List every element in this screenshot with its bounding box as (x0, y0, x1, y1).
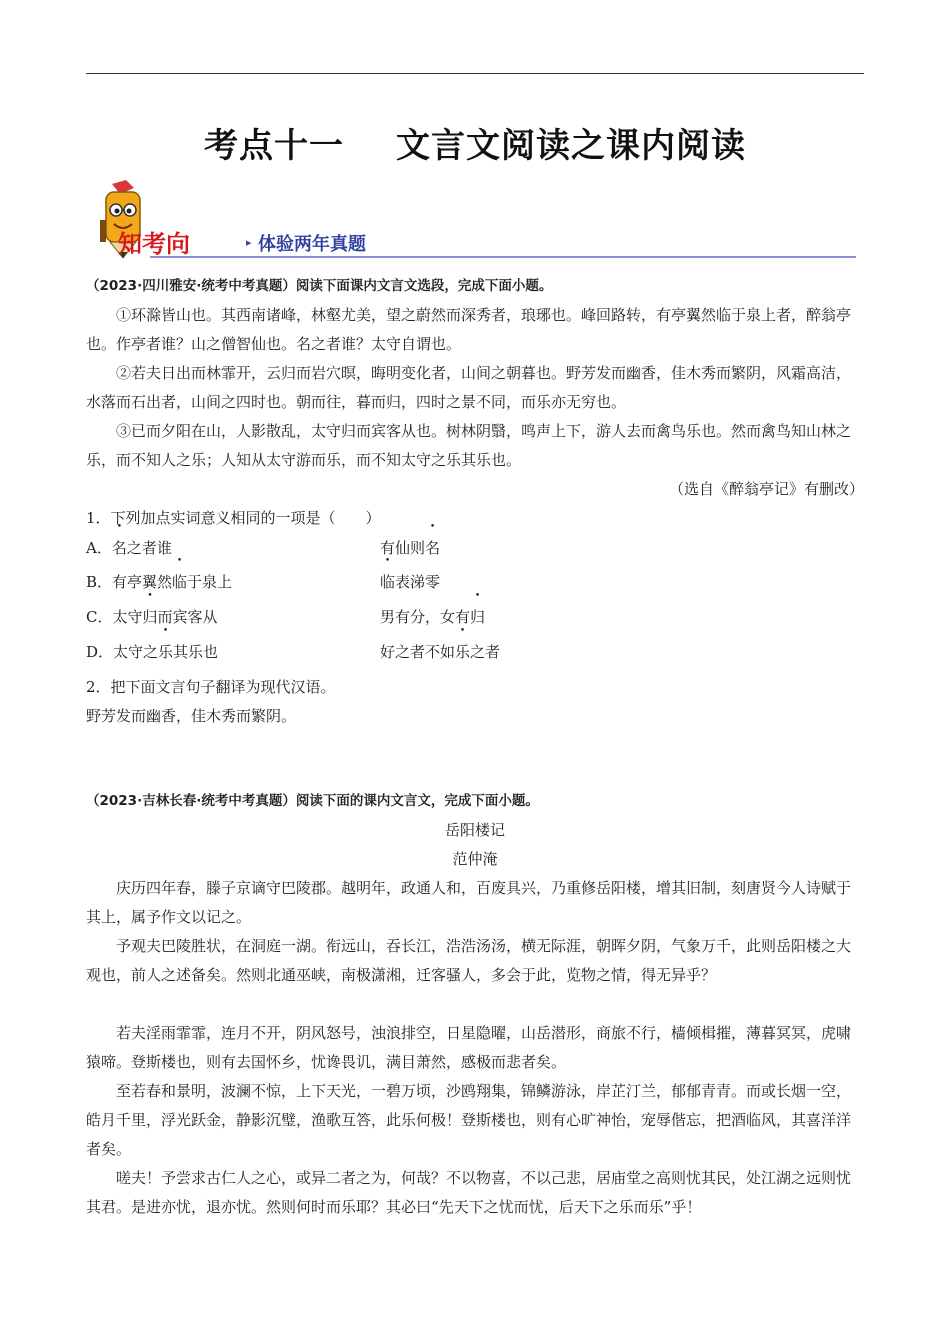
option-b-left: B．有亭翼然临于泉上 (86, 573, 233, 591)
question-2: 2．把下面文言句子翻译为现代汉语。 (86, 678, 336, 696)
banner-title: 知考向 (118, 230, 190, 258)
section1-source: （2023·四川雅安·统考中考真题）阅读下面课内文言文选段，完成下面小题。 (86, 278, 553, 294)
banner-subtitle: 体验两年真题 (258, 234, 366, 255)
top-rule (86, 73, 864, 74)
option-a-left: A．名之者谁 (86, 539, 172, 557)
option-d (86, 638, 864, 667)
section2-source: （2023·吉林长春·统考中考真题）阅读下面的课内文言文，完成下面小题。 (86, 793, 539, 809)
section2-paragraph-1: 庆历四年春，滕子京谪守巴陵郡。越明年，政通人和，百废具兴，乃重修岳阳楼，增其旧制，刻唐贤今人诗赋于其上，属予作文以记之。 (86, 879, 852, 926)
section1-citation: （选自《醉翁亭记》有删改） (668, 480, 864, 498)
option-d-right: 好之者不如乐之者 (380, 643, 501, 661)
option-d-left: D．太守之乐其乐也 (86, 643, 219, 661)
option-b-right: 临表涕零 (380, 573, 441, 591)
title-topic-name: 文言文阅读之课内阅读 (396, 126, 746, 166)
section1-paragraph-2: ②若夫日出而林霏开，云归而岩穴暝，晦明变化者，山间之朝暮也。野芳发而幽香，佳木秀而繁阴，风霜高洁，水落而石出者，山间之四时也。朝而往，暮而归，四时之景不同，而乐亦无穷也。 (86, 364, 852, 411)
section2-paragraph-5: 嗟夫！予尝求古仁人之心，或异二者之为，何哉？不以物喜，不以己悲，居庙堂之高则忧其民，处江湖之远则忧其君。是进亦忧，退亦忧。然则何时而乐耶？其必曰“先天下之忧而忧，后天下之乐而乐”乎！ (86, 1169, 852, 1216)
section1-passage (86, 272, 864, 533)
question-2-block (86, 673, 864, 731)
page-title (0, 118, 950, 167)
section2-paragraph-4: 至若春和景明，波澜不惊，上下天光，一碧万顷，沙鸥翔集，锦鳞游泳，岸芷汀兰，郁郁青青。而或长烟一空，皓月千里，浮光跃金，静影沉璧，渔歌互答，此乐何极！登斯楼也，则有心旷神怡，宠辱偕忘，把酒临风，其喜洋洋者矣。 (86, 1082, 852, 1158)
section2-author: 范仲淹 (452, 850, 498, 868)
option-c-left: C．太守归而宾客从 (86, 608, 218, 626)
option-a (86, 534, 864, 563)
section2-title: 岳阳楼记 (444, 821, 505, 839)
section2-paragraph-2: 予观夫巴陵胜状，在洞庭一湖。衔远山，吞长江，浩浩汤汤，横无际涯，朝晖夕阴，气象万千，此则岳阳楼之大观也，前人之述备矣。然则北通巫峡，南极潇湘，迁客骚人，多会于此，览物之情，得无异乎？ (86, 937, 852, 984)
section1-paragraph-1: ①环滁皆山也。其西南诸峰，林壑尤美，望之蔚然而深秀者，琅琊也。峰回路转，有亭翼然临于泉上者，醉翁亭也。作亭者谁？山之僧智仙也。名之者谁？太守自谓也。 (86, 306, 852, 353)
section1-paragraph-3: ③已而夕阳在山，人影散乱，太守归而宾客从也。树林阴翳，鸣声上下，游人去而禽鸟乐也。然而禽鸟知山林之乐，而不知人之乐；人知从太守游而乐，而不知太守之乐其乐也。 (86, 422, 852, 469)
option-a-right: 有仙则名 (380, 539, 441, 557)
question-2-sentence: 野芳发而幽香，佳木秀而繁阴。 (86, 707, 297, 725)
section2-passage (86, 787, 864, 1222)
question-1: 1．下列加点实词意义相同的一项是（ ） (86, 509, 381, 527)
title-topic-number: 考点十一 (204, 126, 344, 166)
option-c (86, 603, 864, 632)
option-c-right: 男有分，女有归 (380, 608, 486, 626)
banner-arrow-icon: ▸ (246, 236, 252, 249)
banner-underline (150, 256, 856, 258)
section-banner (86, 180, 856, 262)
section2-paragraph-3: 若夫淫雨霏霏，连月不开，阴风怒号，浊浪排空，日星隐曜，山岳潜形，商旅不行，樯倾楫摧，薄暮冥冥，虎啸猿啼。登斯楼也，则有去国怀乡，忧谗畏讥，满目萧然，感极而悲者矣。 (86, 1024, 852, 1071)
